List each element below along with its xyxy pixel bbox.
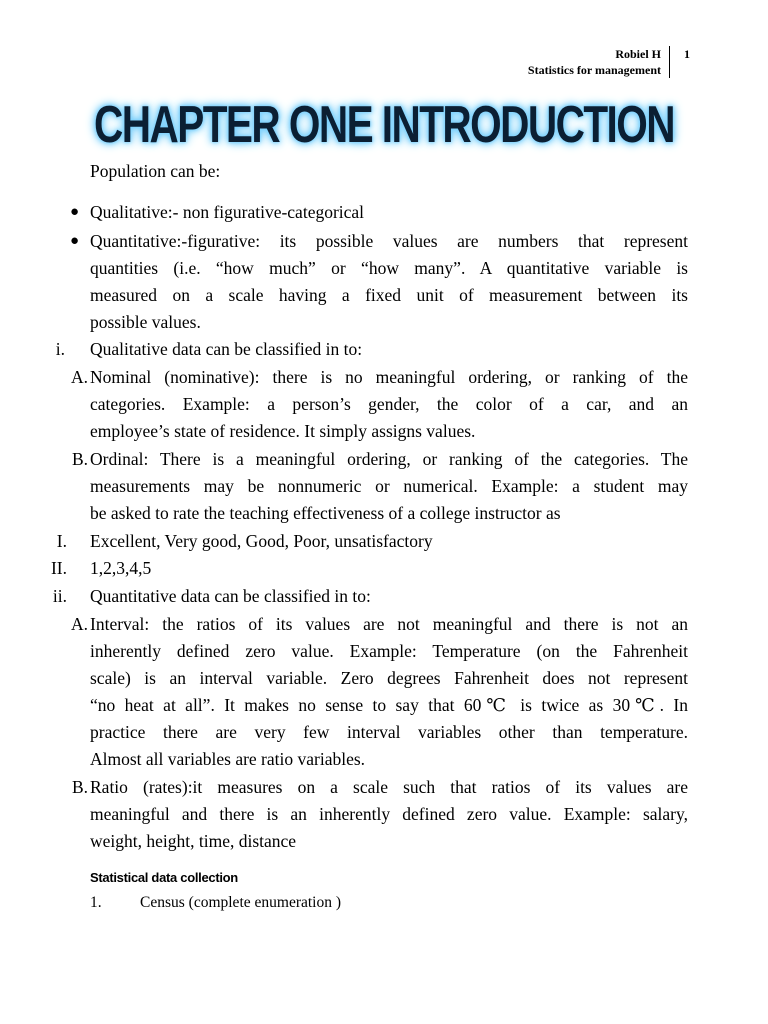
- intro-text: Population can be:: [90, 161, 221, 181]
- list-marker: A.: [70, 614, 88, 634]
- scale-item: Excellent, Very good, Good, Poor, unsatisfactory: [90, 531, 433, 551]
- list-marker: B.: [71, 777, 88, 797]
- list-marker: II.: [50, 558, 67, 578]
- interval-line: practice there are very few interval variables other than temperature.: [90, 722, 688, 742]
- interval-line: scale) is an interval variable. Zero degrees Fahrenheit does not represent: [90, 668, 688, 688]
- qualitative-heading: Qualitative data can be classified in to:: [90, 339, 363, 359]
- author-name: Robiel H: [615, 47, 661, 61]
- enum-number: 1.: [90, 894, 102, 911]
- ratio-line: weight, height, time, distance: [90, 831, 297, 851]
- list-marker: I.: [56, 531, 67, 551]
- bullet-icon: ●: [70, 233, 80, 249]
- ratio-line: Ratio (rates):it measures on a scale such that ratios of its values are: [90, 777, 688, 797]
- running-header: [528, 46, 670, 78]
- nominal-line: categories. Example: a person’s gender, the color of a car, and an: [90, 394, 688, 414]
- bullet-qualitative: Qualitative:- non figurative-categorical: [90, 202, 365, 222]
- list-marker: ii.: [52, 586, 67, 606]
- list-marker: i.: [55, 339, 65, 359]
- bullet-quantitative-line: quantities (i.e. “how much” or “how many”. A quantitative variable is: [90, 258, 688, 278]
- bullet-quantitative-line: possible values.: [90, 312, 201, 332]
- list-marker: A.: [70, 367, 88, 387]
- nominal-line: employee’s state of residence. It simply assigns values.: [90, 421, 476, 441]
- interval-line: Interval: the ratios of its values are not meaningful and there is not an: [90, 614, 688, 634]
- ratio-line: meaningful and there is an inherently defined zero value. Example: salary,: [90, 804, 688, 824]
- bullet-quantitative-line: Quantitative:-figurative: its possible values are numbers that represent: [90, 231, 688, 251]
- section-heading: Statistical data collection: [90, 870, 238, 885]
- interval-line: “no heat at all”. It makes no sense to say that 60℃ is twice as 30℃. In: [90, 695, 688, 715]
- chapter-title: CHAPTER ONE INTRODUCTION: [94, 96, 674, 154]
- bullet-quantitative-line: measured on a scale having a fixed unit of measurement between its: [90, 285, 688, 305]
- interval-line: inherently defined zero value. Example: Temperature (on the Fahrenheit: [90, 641, 688, 661]
- ordinal-line: be asked to rate the teaching effectiveness of a college instructor as: [90, 503, 561, 523]
- quantitative-heading: Quantitative data can be classified in to:: [90, 586, 371, 606]
- nominal-line: Nominal (nominative): there is no meaningful ordering, or ranking of the: [90, 367, 688, 387]
- interval-line: Almost all variables are ratio variables.: [90, 749, 366, 769]
- bullet-icon: ●: [70, 204, 80, 220]
- ordinal-line: measurements may be nonnumeric or numerical. Example: a student may: [90, 476, 688, 496]
- ordinal-line: Ordinal: There is a meaningful ordering, or ranking of the categories. The: [90, 449, 688, 469]
- page-number: 1: [684, 47, 690, 61]
- course-name: Statistics for management: [527, 63, 661, 77]
- enum-item: Census (complete enumeration ): [140, 894, 342, 911]
- list-marker: B.: [71, 449, 88, 469]
- scale-item: 1,2,3,4,5: [90, 558, 152, 578]
